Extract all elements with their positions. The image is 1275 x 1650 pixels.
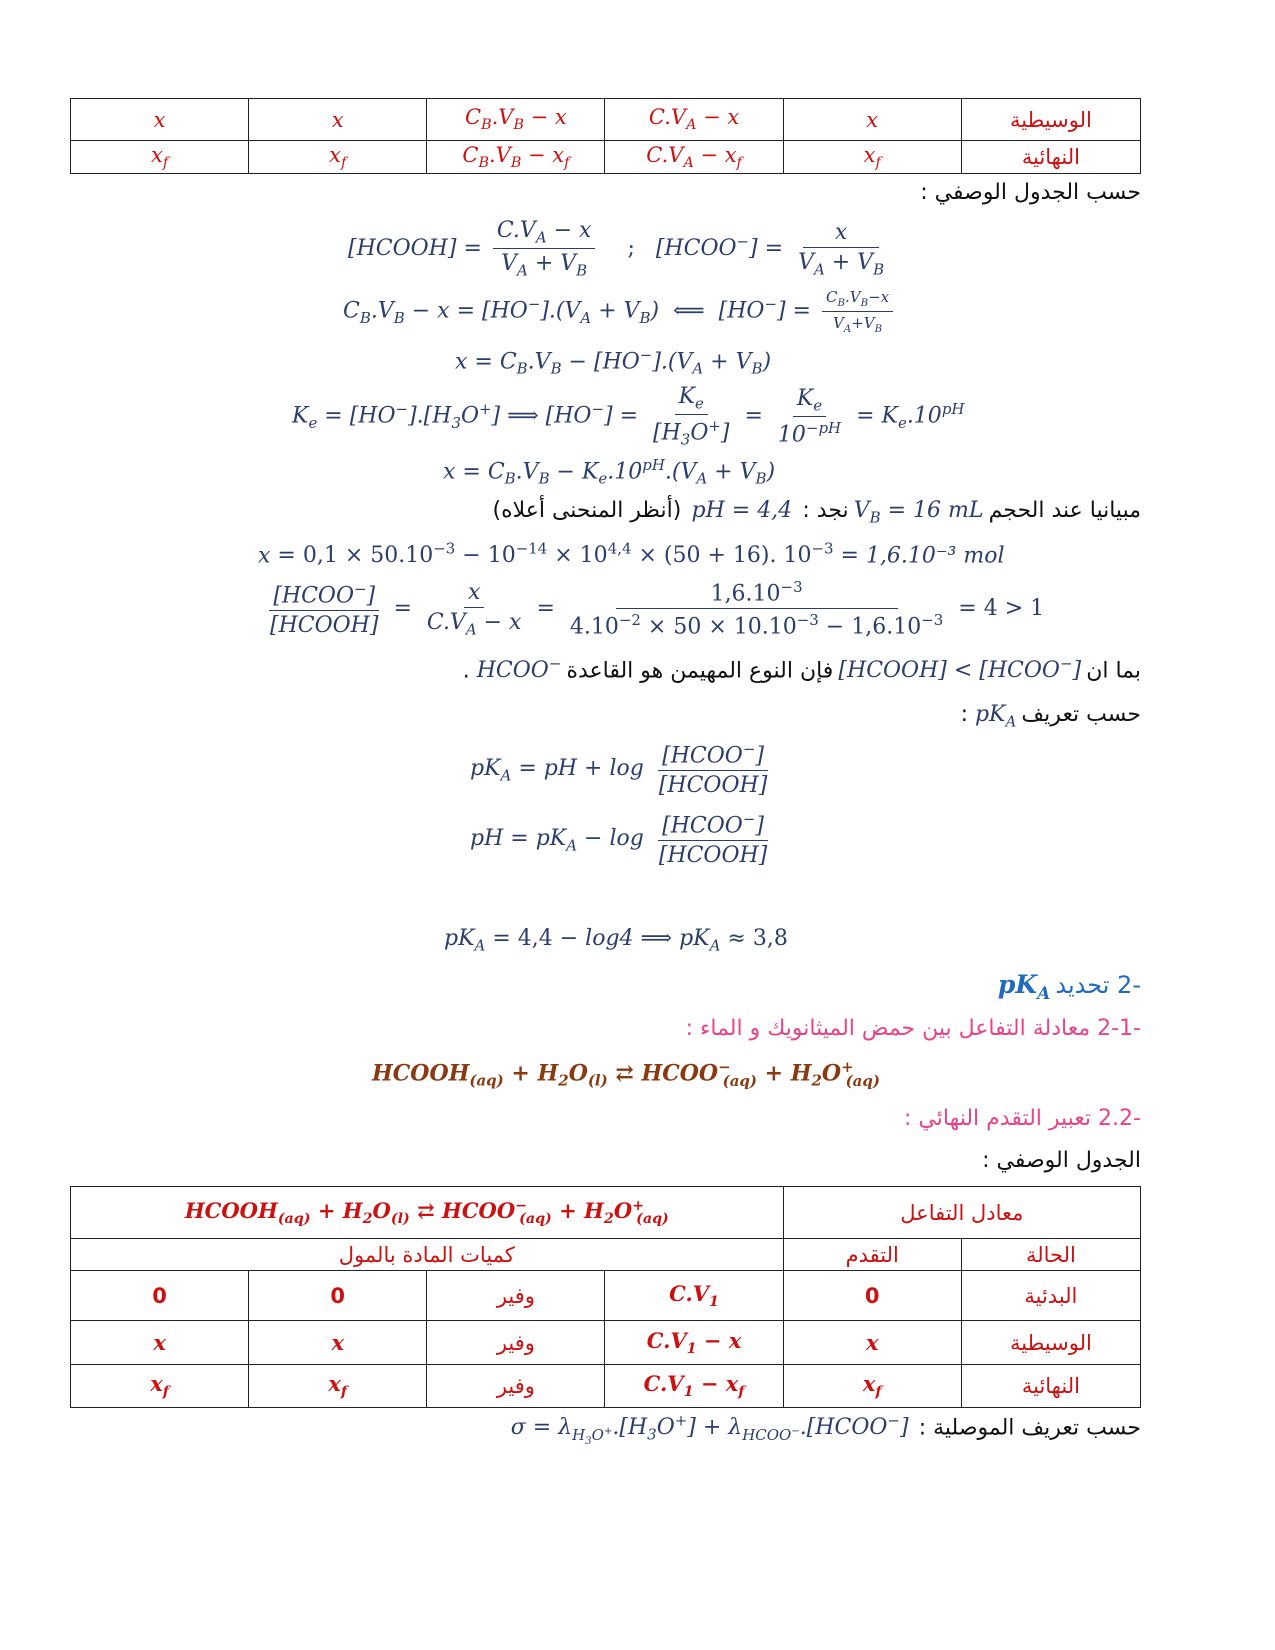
cell-xf: $x_f$ [71, 141, 249, 174]
equation-x-numeric: $x = 0,1 \times 50.10^{-3} - 10^{-14} \times 10^{4,4} \times (50 + 16)$. $10^{-3} = 1,6.10^{-3}$ mol [258, 540, 1005, 569]
cell-advance: x [783, 1321, 961, 1365]
cell-state: النهائية [961, 1365, 1140, 1408]
table-row [71, 1271, 1141, 1321]
header-advance: التقدم [783, 1239, 961, 1271]
cell-value: $x_f$ [71, 1365, 249, 1408]
equation-ph: pH = $pK_A - \log$ $\frac{[HCOO^-]}{\text{[HCOOH]}}$ [470, 810, 768, 869]
cell-excess: وفير [427, 1321, 605, 1365]
text-pka-definition: حسب تعريف $pK_A$ : [960, 702, 1141, 731]
advancement-table-bottom [70, 1186, 1141, 1408]
equation-concentrations: [HCOOH] = $\frac{C.V_A - x}{V_A + V_B}$ ; [HCOO−] = $\frac{x}{V_A + V_B}$ [348, 218, 885, 280]
header-quantities: كميات المادة بالمول [71, 1239, 784, 1271]
text-since-dominant: بما ان [HCOOH] < [HCOO−] فإن النوع المهيمن هو القاعدة HCOO− . [462, 655, 1141, 684]
cell-state: الوسيطية [961, 99, 1140, 141]
text-descriptive-table: الجدول الوصفي : [982, 1148, 1141, 1173]
equation-pka: $pK_A$ = pH + log $\frac{[HCOO^-]}{\text{[HCOOH]}}$ [470, 740, 768, 799]
cell-x: x [71, 99, 249, 141]
cell-acid-quantity: $C.V_A - x_f$ [605, 141, 783, 174]
cell-acid-quantity: $C.V_A - x$ [605, 99, 783, 141]
cell-advance: 0 [783, 1271, 961, 1321]
text-graphically: مبيانيا عند الحجم $V_B = 16$ mL نجد : pH = 4,4 (أنظر المنحنى أعلاه) [492, 498, 1141, 527]
equation-ratio: $\frac{[HCOO^-]}{\text{[HCOOH]}}$ = $\frac{x}{C.V_A - x}$ = $\frac{1,6.10^{-3}}{4.10^{-2} \times 50 \times 10.10^{-3} - 1,6.10^{-3}}$ = 4 > 1 [270, 578, 1045, 640]
cell-acid-quantity: $C.V_1 - x_f$ [605, 1365, 783, 1408]
cell-value: $x_f$ [249, 1365, 427, 1408]
cell-acid-quantity: $C.V_1$ [605, 1271, 783, 1321]
table-row [71, 99, 1141, 141]
ph-value: pH = 4,4 [691, 498, 793, 523]
table-row [71, 1321, 1141, 1365]
table-row [71, 1365, 1141, 1408]
header-reaction: $HCOOH_{(aq)} + H_2O_{(l)}$ ⇄ $HCOO^-_{(aq)} + H_2O^+_{(aq)}$ [71, 1187, 784, 1239]
cell-advance: $x_f$ [783, 1365, 961, 1408]
equation-x-ph: $x = C_B.V_B - K_e.10^{pH}.(V_A + V_B)$ [443, 456, 776, 488]
header-state: الحالة [961, 1239, 1140, 1271]
reaction-equation: $HCOOH_{(aq)} + H_2O_{(l)}$ ⇄ $HCOO^-_{(aq)} + H_2O^+_{(aq)}$ [372, 1058, 880, 1090]
equation-pka-result: $pK_A = 4,4 - \log 4$ ⟹ $pK_A \approx 3,8$ [444, 926, 788, 955]
section-title-2: -2 تحديد $pK_A$ [997, 970, 1141, 1004]
subtitle-2-2: -2.2 تعبير التقدم النهائي : [904, 1106, 1141, 1131]
advancement-table-top [70, 98, 1141, 174]
text-according-table: حسب الجدول الوصفي : [920, 180, 1141, 205]
cell-advance: x [783, 99, 961, 141]
cell-x: x [249, 99, 427, 141]
table-subheader-row [71, 1239, 1141, 1271]
equation-ionic-product: $K_e = [HO^-].[H_3O^+]$ ⟹ [HO−] = $\frac{K_e}{[H_3O^+]}$ = $\frac{K_e}{10^{-pH}}$ = $K_e.10^{pH}$ [292, 384, 965, 450]
volume-value: $V_B = 16$ mL [853, 498, 984, 527]
cell-value: 0 [249, 1271, 427, 1321]
subtitle-2-1: -2-1 معادلة التفاعل بين حمض الميثانويك و الماء : [685, 1016, 1141, 1041]
cell-value: x [249, 1321, 427, 1365]
cell-base-quantity: $C_B.V_B - x$ [427, 99, 605, 141]
text-conductivity: حسب تعريف الموصلية : $\sigma = \lambda_{H_3O^+}.[H_3O^+]$ + $\lambda_{HCOO^-}.[HCOO^-]$ [510, 1412, 1141, 1447]
cell-excess: وفير [427, 1271, 605, 1321]
equation-conductivity: $\sigma = \lambda_{H_3O^+}.[H_3O^+]$ + $\lambda_{HCOO^-}.[HCOO^-]$ [510, 1412, 909, 1447]
equation-x-expression: $x = C_B.V_B - [HO^-].(V_A + V_B)$ [455, 346, 772, 378]
cell-base-quantity: $C_B.V_B - x_f$ [427, 141, 605, 174]
cell-excess: وفير [427, 1365, 605, 1408]
cell-state: النهائية [961, 141, 1140, 174]
equation-hydroxide: $C_B.V_B - x = [HO^-].(V_A + V_B)$ ⟸ [HO−] = $\frac{C_B.V_B-x}{V_A+V_B}$ [343, 288, 897, 335]
cell-xf: $x_f$ [249, 141, 427, 174]
table-row [71, 141, 1141, 174]
cell-state: الوسيطية [961, 1321, 1140, 1365]
table-header-row [71, 1187, 1141, 1239]
cell-state: البدئية [961, 1271, 1140, 1321]
cell-advance: $x_f$ [783, 141, 961, 174]
cell-value: x [71, 1321, 249, 1365]
cell-value: 0 [71, 1271, 249, 1321]
cell-acid-quantity: $C.V_1 - x$ [605, 1321, 783, 1365]
header-reaction-label: معادل التفاعل [783, 1187, 1140, 1239]
